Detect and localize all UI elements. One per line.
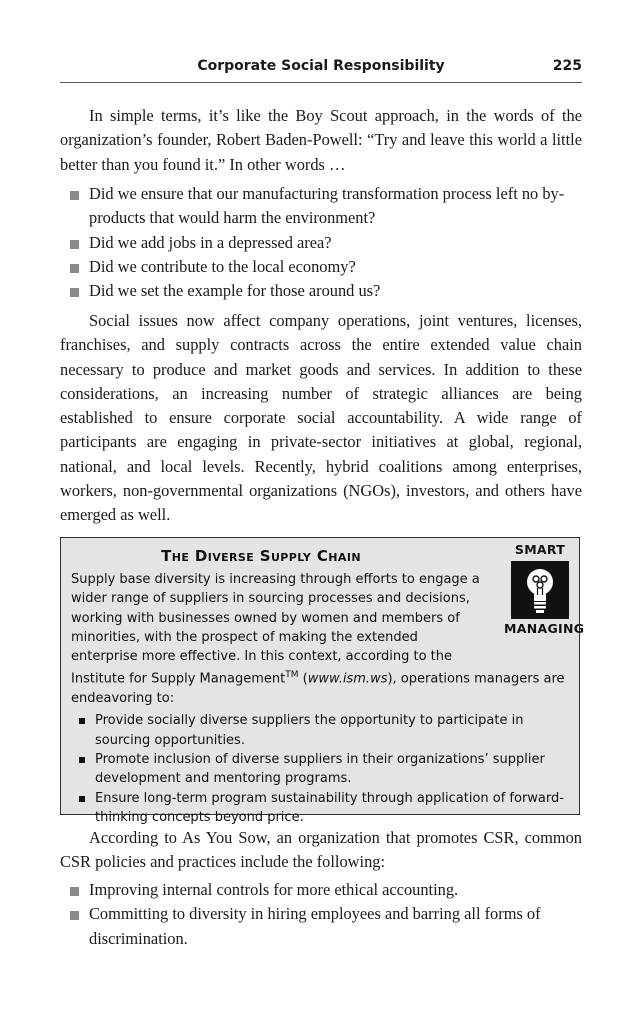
- chapter-title: Corporate Social Responsibility: [197, 58, 445, 74]
- list-item-text: Improving internal controls for more ethical accounting.: [89, 880, 459, 899]
- bullet-square-icon: [70, 264, 79, 273]
- page-number: 225: [552, 58, 582, 74]
- running-head: [60, 56, 582, 83]
- sidebar-list-item: [71, 711, 569, 750]
- paragraph-text: Social issues now affect company operations, joint ventures, licenses, franchises, and supply contracts across the entire extended value chain necessary to produce and market goods and services. In addition to these considerations, an increasing number of strategic alliances are being established to ensure corporate social accountability. A wide range of participants are engaging in private-sector initiatives at global, regional, national, and local levels. Recently, hybrid coalitions among enterprises, workers, non-governmental organizations (NGOs), investors, and others have emerged as well.: [60, 311, 582, 525]
- bullet-square-icon: [79, 757, 85, 763]
- trademark-mark: TM: [285, 670, 299, 681]
- list-item: [60, 231, 582, 255]
- question-list: [60, 182, 582, 303]
- sidebar-list-item: [71, 750, 569, 789]
- list-item-text: Committing to diversity in hiring employees and barring all forms of discrimination.: [89, 904, 541, 948]
- paragraph-text: In simple terms, it’s like the Boy Scout approach, in the words of the organization’s founder, Robert Baden-Powell: “Try and leave this world a little better than you found it.” In other words …: [60, 106, 582, 174]
- bullet-square-icon: [70, 911, 79, 920]
- website-link: www.ism.ws: [307, 671, 388, 687]
- sidebar-intro: Supply base diversity is increasing through efforts to engage a wider range of suppliers in sourcing processes and decisions, working with businesses owned by women and members of minorities, with the prospect of making the extended enterprise more effective. In this context, according to the Institute for Supply Management™ (www.ism.ws), operations managers are endeavoring to:: [71, 572, 565, 707]
- sidebar-list-text: Provide socially diverse suppliers the opportunity to participate in sourcing opportunities.: [95, 713, 524, 748]
- bullet-square-icon: [79, 796, 85, 802]
- list-item-text: Did we ensure that our manufacturing transformation process left no by-products that would harm the environment?: [89, 184, 565, 228]
- badge-bottom-label: MANAGING: [504, 621, 585, 636]
- list-item-text: Did we add jobs in a depressed area?: [89, 232, 332, 252]
- paragraph-as-you-sow: [60, 826, 582, 875]
- bullet-square-icon: [70, 288, 79, 297]
- sidebar-title: [61, 547, 461, 566]
- sidebar-list-text: Promote inclusion of diverse suppliers in their organizations’ supplier development and mentoring programs.: [95, 752, 545, 787]
- bullet-square-icon: [70, 887, 79, 896]
- sidebar-intro-text: Supply base diversity is increasing through efforts to engage a wider range of suppliers in sourcing processes and decisions, working with businesses owned by women and members of minorities, with the prospect of making the extended enterprise more effective. In this context, according to the Institute for Supply Management: [71, 572, 480, 687]
- sidebar-list-text: Ensure long-term program sustainability through application of forward-thinking concepts beyond price.: [95, 790, 564, 825]
- list-item-text: Did we set the example for those around us?: [89, 281, 381, 301]
- sidebar-box: [60, 537, 585, 825]
- list-item: [60, 255, 582, 279]
- list-item: [60, 902, 582, 951]
- list-item: [60, 182, 582, 231]
- policy-list: [60, 878, 582, 951]
- paragraph-intro: [60, 104, 582, 177]
- list-item: [60, 279, 582, 303]
- sidebar-body: [71, 570, 569, 827]
- paragraph-text: According to As You Sow, an organization that promotes CSR, common CSR policies and practices include the following:: [60, 828, 582, 872]
- sidebar-list-item: [71, 789, 569, 828]
- list-item: [60, 878, 582, 902]
- bullet-square-icon: [70, 191, 79, 200]
- badge-top-label: SMART: [514, 542, 566, 557]
- paragraph-social-issues: [60, 309, 582, 528]
- bullet-square-icon: [79, 718, 85, 724]
- sidebar-title-text: The Diverse Supply Chain: [161, 547, 361, 565]
- sidebar-intro-tail: ), operations managers are endeavoring to:: [71, 671, 565, 707]
- bullet-square-icon: [70, 240, 79, 249]
- list-item-text: Did we contribute to the local economy?: [89, 256, 356, 276]
